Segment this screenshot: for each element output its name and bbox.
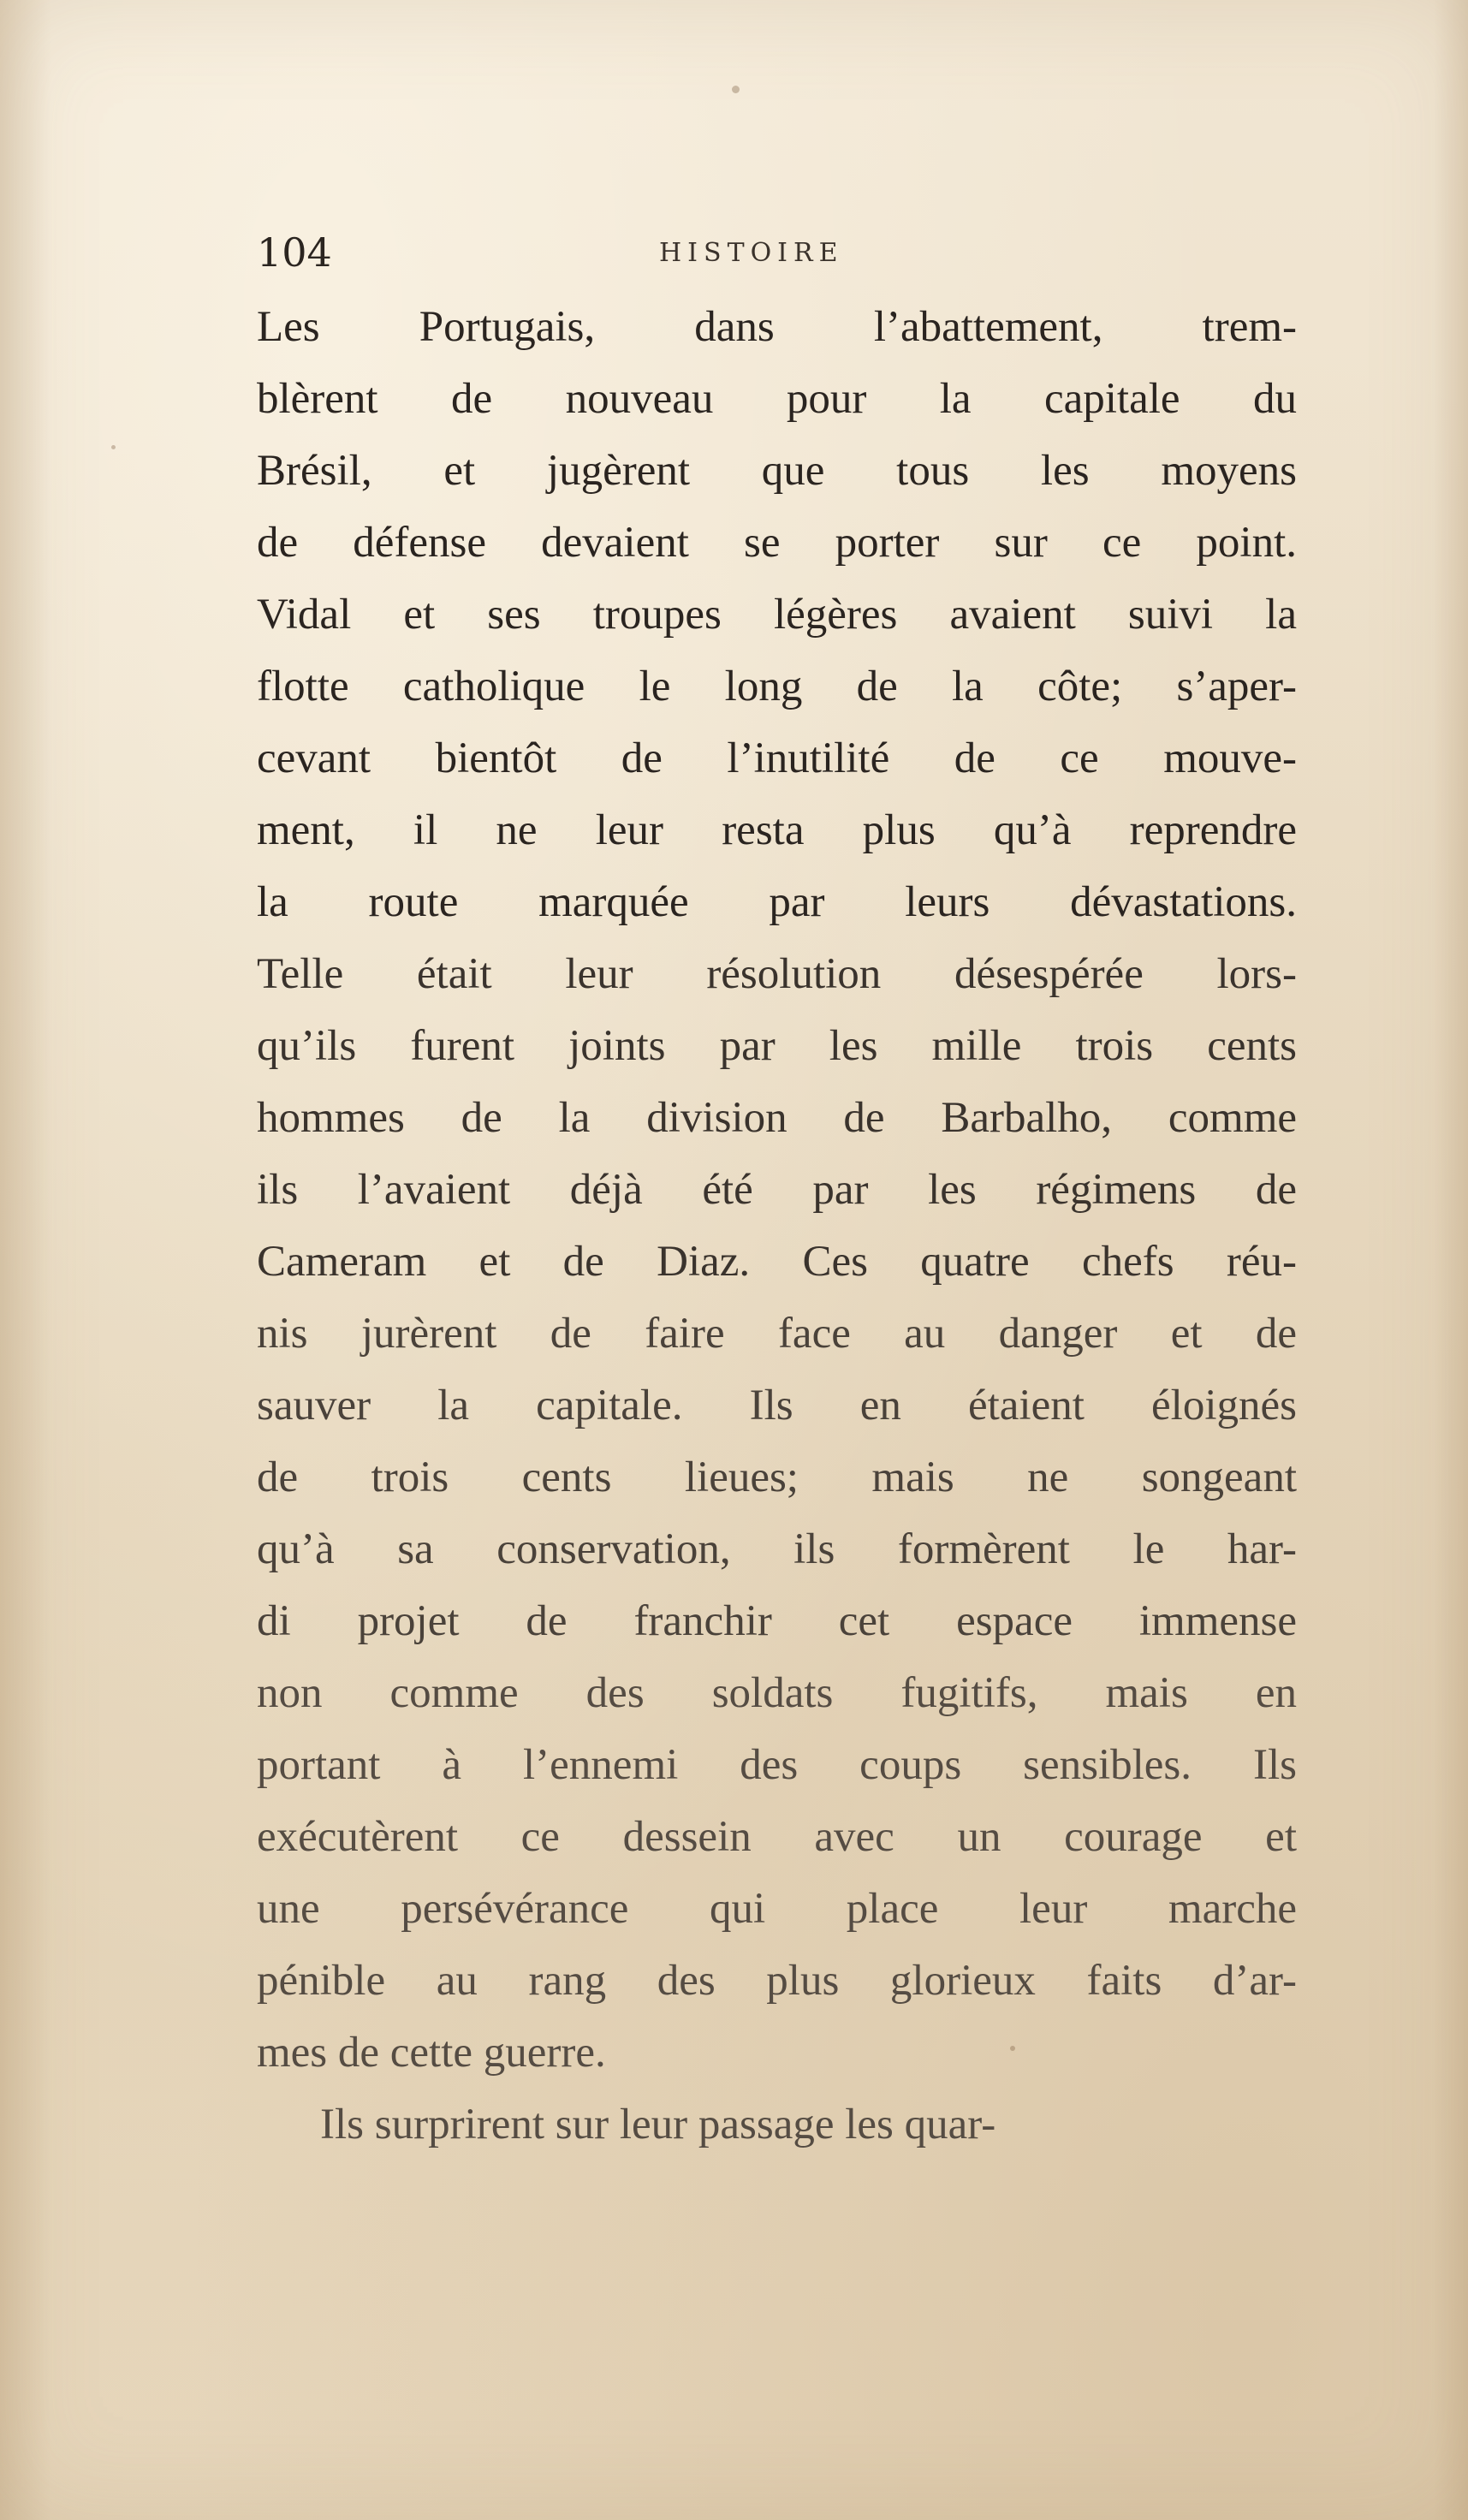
text-line: pénible au rang des plus glorieux faits d’ar- xyxy=(257,1957,1297,2005)
text-line: exécutèrent ce dessein avec un courage et xyxy=(257,1813,1297,1861)
text-line: Cameram et de Diaz. Ces quatre chefs réu- xyxy=(257,1238,1297,1286)
text-line: Ils surprirent sur leur passage les quar- xyxy=(320,2101,996,2149)
text-line: non comme des soldats fugitifs, mais en xyxy=(257,1669,1297,1717)
body-text xyxy=(257,291,1297,2160)
text-line: flotte catholique le long de la côte; s’aper- xyxy=(257,663,1297,710)
text-line: ment, il ne leur resta plus qu’à reprendre xyxy=(257,806,1297,854)
text-line: de défense devaient se porter sur ce point. xyxy=(257,519,1297,567)
text-line: hommes de la division de Barbalho, comme xyxy=(257,1094,1297,1142)
text-line: Vidal et ses troupes légères avaient suivi la xyxy=(257,591,1297,639)
running-title: HISTOIRE xyxy=(659,238,844,268)
running-head xyxy=(257,229,1297,281)
paper-speck xyxy=(732,86,740,93)
page-edge-shadow-left xyxy=(0,0,51,2520)
text-line: ils l’avaient déjà été par les régimens de xyxy=(257,1166,1297,1214)
text-line: qu’à sa conservation, ils formèrent le har- xyxy=(257,1525,1297,1573)
text-line: la route marquée par leurs dévastations. xyxy=(257,878,1297,926)
text-line: Les Portugais, dans l’abattement, trem- xyxy=(257,303,1297,351)
paper-speck xyxy=(111,445,116,449)
text-line: portant à l’ennemi des coups sensibles. Ils xyxy=(257,1741,1297,1789)
text-line: nis jurèrent de faire face au danger et de xyxy=(257,1310,1297,1358)
text-line: cevant bientôt de l’inutilité de ce mouve- xyxy=(257,734,1297,782)
text-line: Brésil, et jugèrent que tous les moyens xyxy=(257,447,1297,495)
text-line: mes de cette guerre. xyxy=(257,2029,606,2077)
text-line: sauver la capitale. Ils en étaient éloignés xyxy=(257,1382,1297,1429)
text-line: une persévérance qui place leur marche xyxy=(257,1885,1297,1933)
text-line: Telle était leur résolution désespérée lors- xyxy=(257,950,1297,998)
text-line: blèrent de nouveau pour la capitale du xyxy=(257,375,1297,423)
text-line: di projet de franchir cet espace immense xyxy=(257,1597,1297,1645)
text-line: de trois cents lieues; mais ne songeant xyxy=(257,1453,1297,1501)
text-line: qu’ils furent joints par les mille trois cents xyxy=(257,1022,1297,1070)
page-number: 104 xyxy=(257,229,332,276)
page-edge-shadow-right xyxy=(1434,0,1468,2520)
